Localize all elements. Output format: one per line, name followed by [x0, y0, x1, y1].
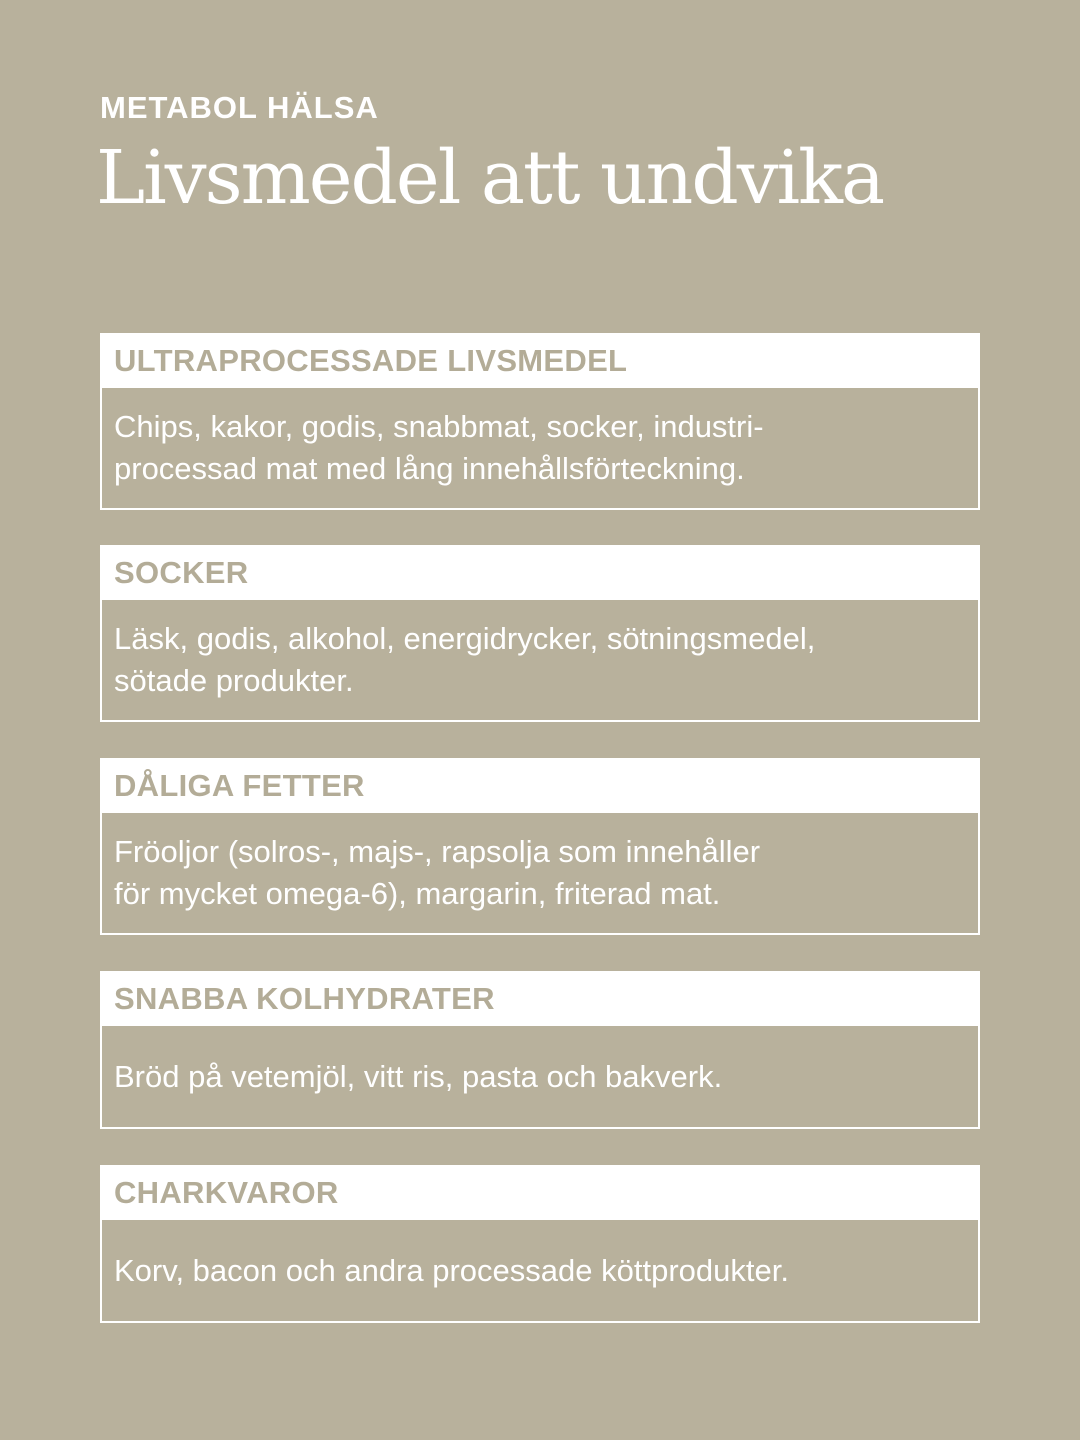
card-description-line: Bröd på vetemjöl, vitt ris, pasta och bakverk. [114, 1058, 723, 1094]
brand-label: METABOL HÄLSA [100, 90, 379, 125]
card-title: SOCKER [102, 547, 978, 600]
card-title: ULTRAPROCESSADE LIVSMEDEL [102, 335, 978, 388]
card-title: SNABBA KOLHYDRATER [102, 973, 978, 1026]
card-description-line: Läsk, godis, alkohol, energidrycker, sötningsmedel, [114, 621, 816, 656]
card-socker [100, 545, 980, 722]
card-snabba-kolhydrater [100, 971, 980, 1129]
card-description [102, 813, 978, 933]
card-description [102, 600, 978, 720]
card-description-line: Fröoljor (solros-, majs-, rapsolja som innehåller [114, 834, 761, 869]
card-description [102, 1026, 978, 1127]
card-description-line: Korv, bacon och andra processade köttprodukter. [114, 1252, 789, 1288]
card-description-line: Chips, kakor, godis, snabbmat, socker, industri- [114, 409, 764, 444]
card-description [102, 1220, 978, 1321]
card-daliga-fetter [100, 758, 980, 935]
card-description-line: för mycket omega-6), margarin, friterad mat. [114, 876, 721, 911]
card-description-line: processad mat med lång innehållsförteckning. [114, 451, 745, 486]
page-title: Livsmedel att undvika [96, 135, 884, 221]
card-description [102, 388, 978, 508]
card-title: DÅLIGA FETTER [102, 760, 978, 813]
card-title: CHARKVAROR [102, 1167, 978, 1220]
card-description-line: sötade produkter. [114, 663, 354, 698]
card-charkvaror [100, 1165, 980, 1323]
card-ultraprocessade [100, 333, 980, 510]
